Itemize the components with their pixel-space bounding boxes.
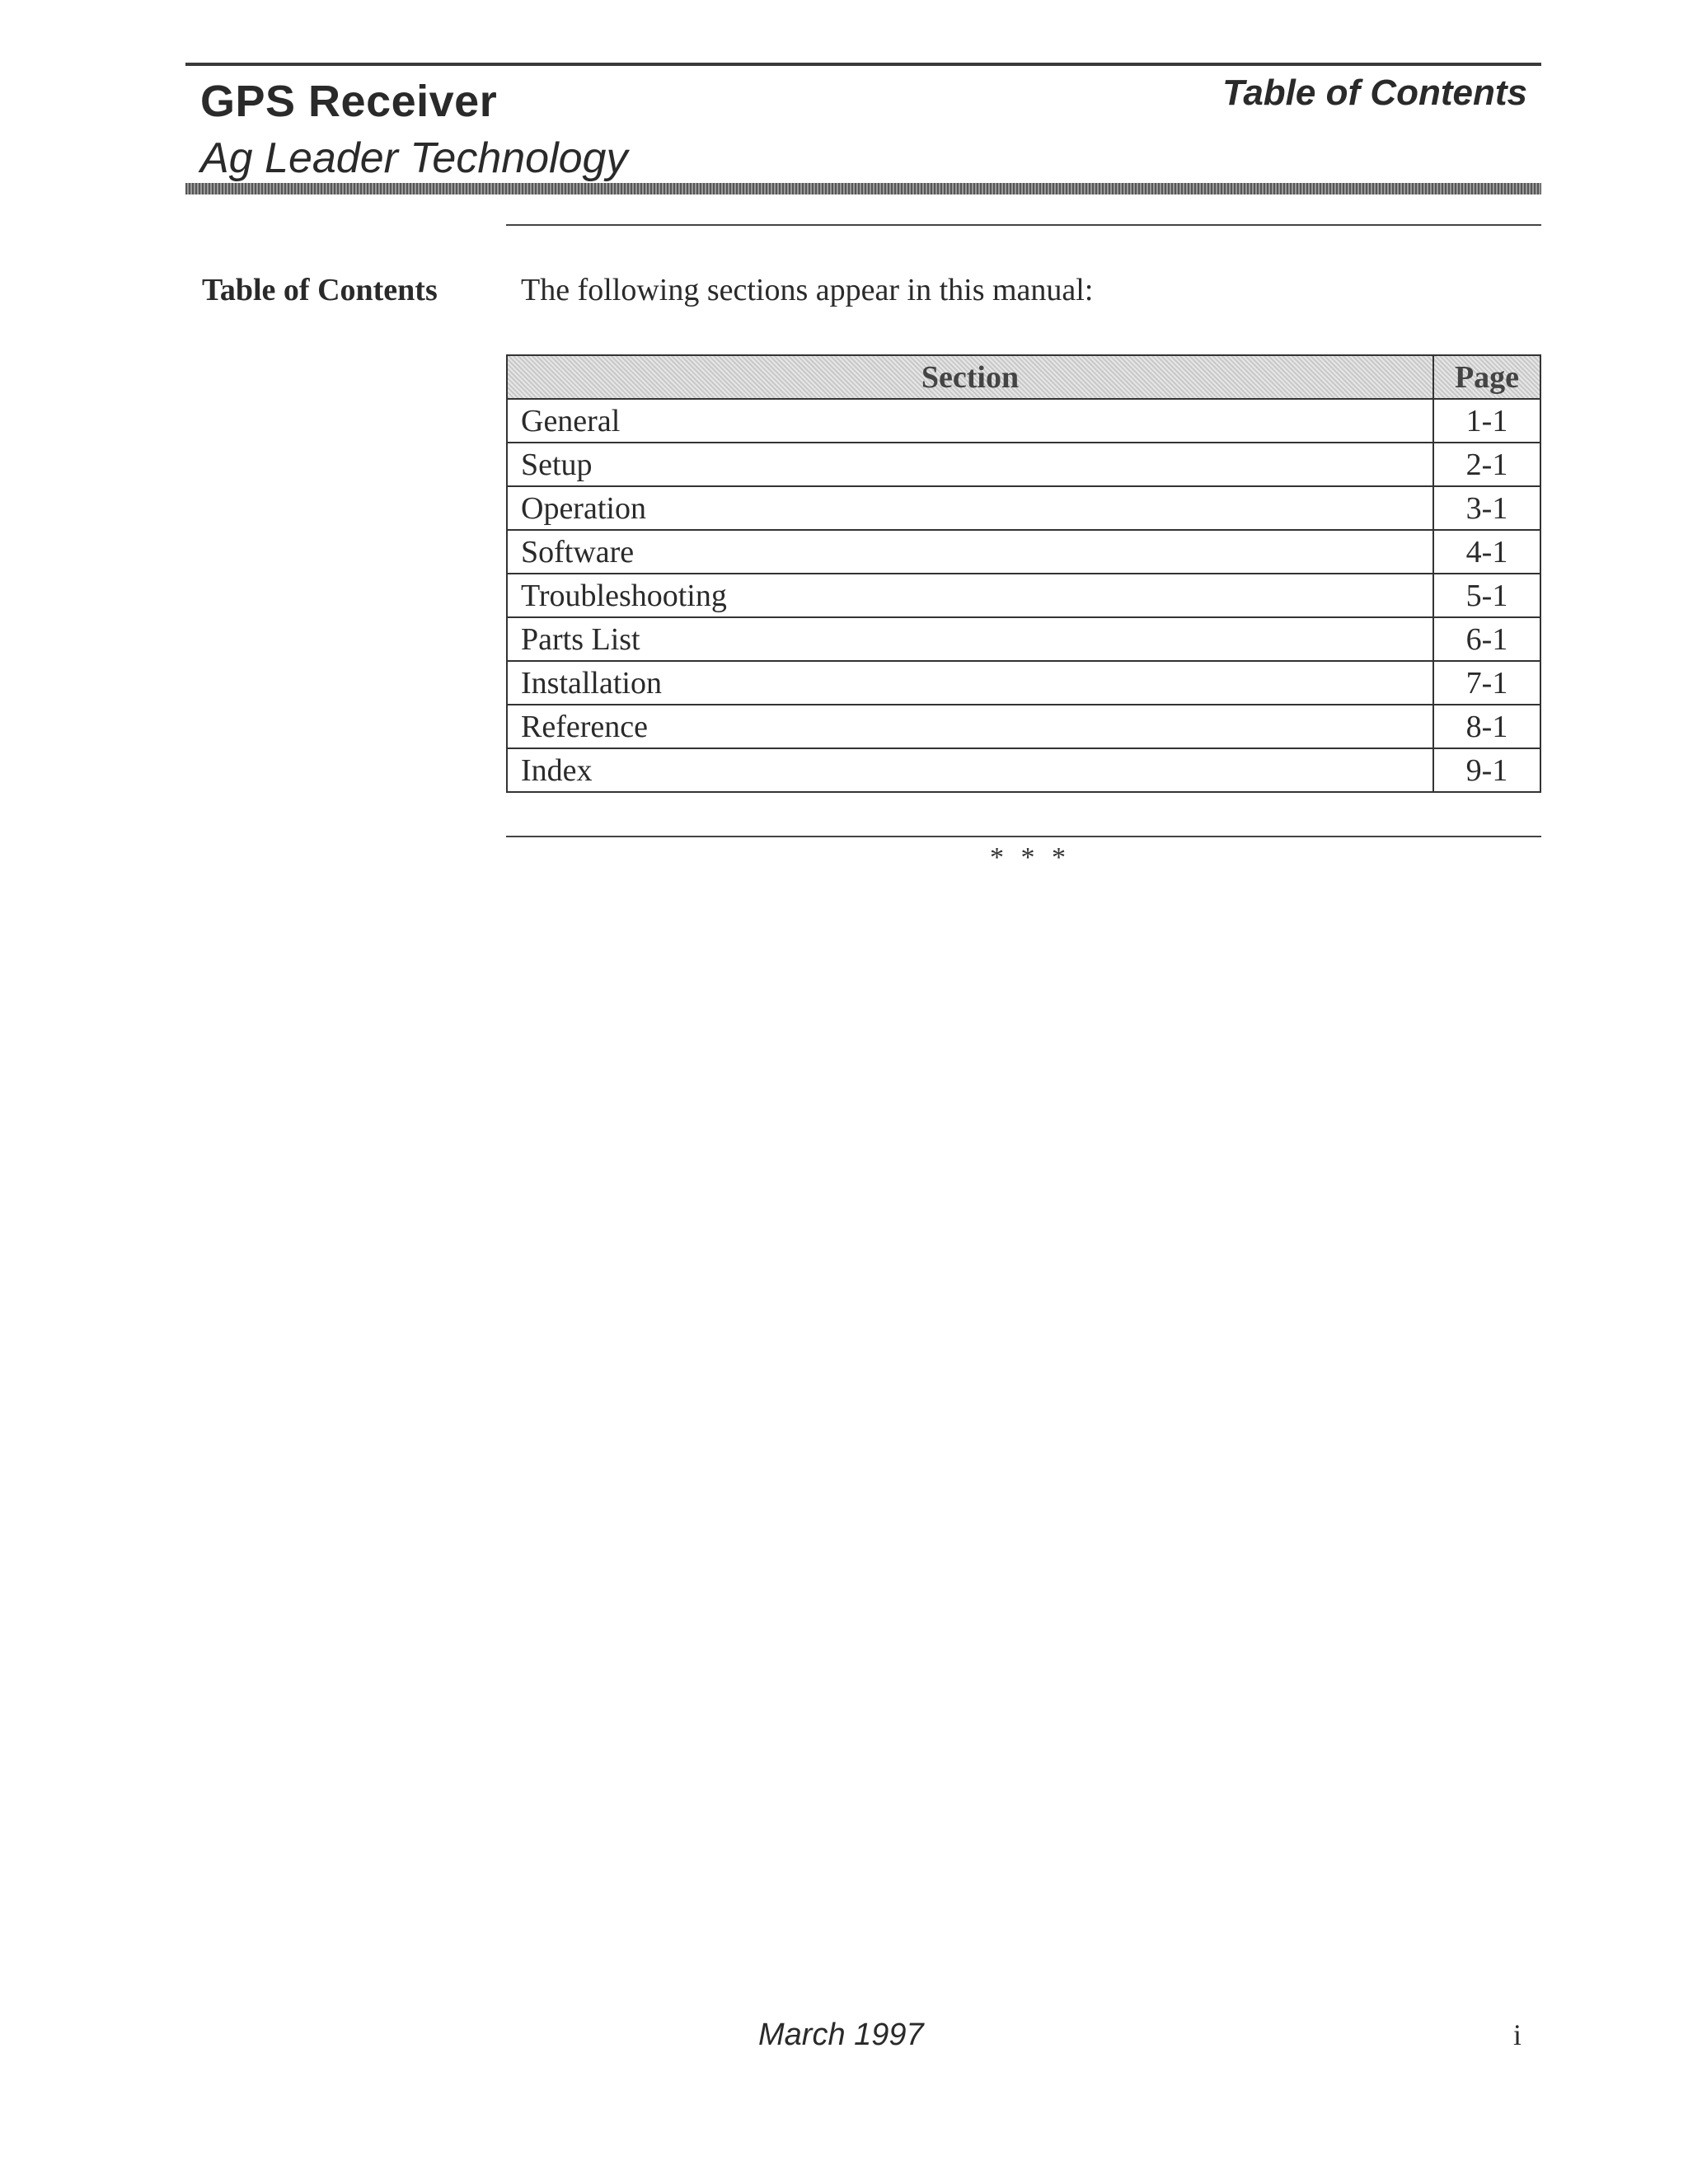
table-row	[507, 574, 1540, 617]
section-cell: Index	[507, 748, 1433, 792]
header-bottom-rule	[185, 183, 1541, 194]
body-bottom-rule	[506, 836, 1541, 837]
toc-header-row	[507, 355, 1540, 399]
table-row	[507, 530, 1540, 574]
page-number: i	[1513, 2018, 1522, 2051]
section-cell: General	[507, 399, 1433, 443]
section-cell: Software	[507, 530, 1433, 574]
page-cell: 8-1	[1433, 705, 1540, 748]
side-heading: Table of Contents	[202, 273, 438, 307]
table-row	[507, 661, 1540, 705]
page-cell: 5-1	[1433, 574, 1540, 617]
header-section-title: Table of Contents	[1222, 73, 1527, 113]
section-cell: Troubleshooting	[507, 574, 1433, 617]
section-cell: Operation	[507, 486, 1433, 530]
page-cell: 9-1	[1433, 748, 1540, 792]
footer-date: March 1997	[758, 2018, 924, 2052]
body-top-rule	[506, 224, 1541, 226]
end-mark: * * *	[990, 842, 1071, 873]
header-top-rule	[185, 63, 1541, 66]
section-cell: Setup	[507, 443, 1433, 486]
section-cell: Reference	[507, 705, 1433, 748]
page-cell: 1-1	[1433, 399, 1540, 443]
section-cell: Parts List	[507, 617, 1433, 661]
page-cell: 7-1	[1433, 661, 1540, 705]
table-row	[507, 443, 1540, 486]
page-column-header: Page	[1433, 355, 1540, 399]
table-row	[507, 748, 1540, 792]
table-row	[507, 399, 1540, 443]
toc-table	[506, 354, 1541, 793]
table-row	[507, 486, 1540, 530]
table-row	[507, 617, 1540, 661]
page-cell: 3-1	[1433, 486, 1540, 530]
section-column-header: Section	[507, 355, 1433, 399]
table-row	[507, 705, 1540, 748]
intro-text: The following sections appear in this manual:	[521, 273, 1094, 307]
page-cell: 4-1	[1433, 530, 1540, 574]
document-subtitle: Ag Leader Technology	[200, 134, 628, 182]
section-cell: Installation	[507, 661, 1433, 705]
page-cell: 6-1	[1433, 617, 1540, 661]
document-title: GPS Receiver	[200, 77, 498, 126]
page-cell: 2-1	[1433, 443, 1540, 486]
